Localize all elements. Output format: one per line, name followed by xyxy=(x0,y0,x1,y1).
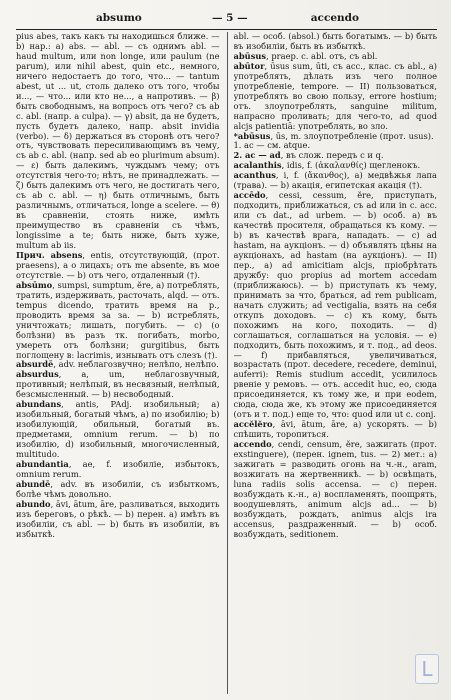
right-column xyxy=(234,32,438,694)
dictionary-entry: pius abes, такъ какъ ты находишься ближе. — b) нар.: a) abs. — abl. — съ однимъ abl. — haud multum, или non longe, или paulum (ne parum), или nihil abest, quin etc., немного, ничего недостаетъ до того, что... — tantum abest, ut ... ut, столь далеко отъ того, чтобы и..., — что... или кто не..., а напротивъ. — β) быть свободнымъ, на вопросъ отъ чего? съ ab с. abl. (напр. a culpa). — γ) absit, да не будетъ, пусть будетъ далеко, напр. absit invidia (verbo). — δ) держаться въ сторонѣ отъ чего? отъ, чувствовать пересиливающимъ въ чему, съ ab c. abl. (напр. sed ab eo plurimum absum). — ε) быть далекимъ, чуждымъ чему; отъ отсутствія чего-то; нѣтъ, не принадлежать. — ζ) быть далекимъ отъ чего, не достигать чего, съ ab c. abl. — η) быть отличнымъ, быть различнымъ, отличаться, longe a scelere. — θ) въ сравненіи, стоять ниже, имѣть преимущество въ сравненіи съ чѣмъ, longissime a te; быть ниже, быть хуже, multum ab iis. xyxy=(16,32,220,251)
running-header xyxy=(16,12,437,28)
dictionary-entry: accēdo, cessi, cessum, ĕre, приступать, подходить, приближаться, съ ad или in c. acc. или съ dat., ad urbem. — b) особ. a) въ качествѣ просителя, обращаться къ кому. — b) въ качествѣ врага, нападать. — c) ad hastam, на аукціонъ. — d) объявлять цѣны на аукціонахъ, ad hastam (на аукціонъ). — II) пер., a) ad amicitiam alcjs, пріобрѣтать дружбу: quo propius ad mortem accedam (приближаюсь). — b) приступать къ чему, принимать за что, браться, ad rem publicam, начать служить; ad vectigalia, взять на себя откупъ доходовъ. — c) къ кому, быть похожимъ на кого, походить. — d) соглашаться, соглашаться на условія. — e) подходить, быть похожимъ, и т. под., ad deos. — f) прибавляться, увеличиваться, возрастать (прот. decedere, recedere, deminui, auferri): Remis studium accedit, усилилось рвеніе у ремовъ. — отъ. accedit huc, eo, сюда присоединяется, къ тому же, и при eodem, сюда, сюда же, къ этому же присоединяется (отъ и т. под.) еще то, что: quod или ut c. conj. xyxy=(233,190,437,420)
dictionary-entry: absurdē, adv. неблагозвучно; нелѣпо, нелѣпо. xyxy=(16,359,219,370)
dictionary-entry: accendo, cendi, censum, ĕre, зажигать (прот. exstinguere), (перен. ignem, tus. — 2) мет.: a) зажигать = разводить огонь на ч.-н., aram, возжигать на жертвенникѣ. — b) освѣщать, luna radiis solis accensa. — c) перен. возбуждать к.-н., a) воспламенять, поощрять, воодушевлять, animum alcjs ad... — b) возбуждать, рождать, animus alcjs ira accensus, раздраженный. — b) особ. возбуждать, seditionem. xyxy=(233,439,437,539)
watermark-icon: L xyxy=(415,654,439,684)
dictionary-entry: abundans, antis, PAdj. изобильный; a) изобильный, богатый чѣмъ, a) по изобилію; b) изобилующій, обильный, богатый въ. предметами, omnium rerum. — b) по изобилію, d) изобильный, многочисленный, multitudo. xyxy=(16,399,220,460)
left-guide-word: absumo xyxy=(96,12,142,24)
dictionary-entry: *abūsus, ūs, m. злоупотребленіе (прот. usus). xyxy=(233,130,434,141)
header-rule xyxy=(16,29,437,30)
dictionary-entry: abūsus, praep. c. abl. отъ, съ abl. xyxy=(233,50,378,61)
dictionary-entry: absurdus, a, um, неблагозвучный, противный; нелѣпый, въ несвязный, нелѣпый, безсмысленный. — b) несвободный. xyxy=(16,369,220,400)
dictionary-entry: abūtor, ūsus sum, ūti, съ acc., клас. съ abl., a) употреблять, дѣлать изъ чего полное употребленіе, tempore. — II) пользоваться, употреблять во свою пользу, errore hostium; отъ. злоупотреблять, sanguine militum, напрасно проливать; для чего-то, ad quod alcjs patientiā: употреблять, во зло. xyxy=(233,60,437,131)
column-divider xyxy=(227,32,228,694)
dictionary-entry: accĕlĕro, āvi, ātum, āre, a) ускорять. — b) спѣшить, торопиться. xyxy=(233,419,437,440)
dictionary-entry: acalanthis, idis, f. (ἀκαλανθίς) щегленокъ. xyxy=(233,160,421,171)
dictionary-entry: absūmo, sumpsi, sumptum, ĕre, a) потреблять, тратить, издерживать, расточать, alqd. — отъ. tempus dicendo, тратить время на р., проводить время за за. — b) истреблять, уничтожать; лишать, погубить. — c) (о болѣзни) въ разъ тк. погибать, morbo, умереть отъ болѣзни; gurgitibus, быть поглощену в: lacrimis, изнывать отъ слезъ (†). xyxy=(16,279,220,360)
dictionary-entry: abundē, adv. въ изобиліи, съ избыткомъ, болѣе чѣмъ довольно. xyxy=(16,478,220,499)
right-guide-word: accendo xyxy=(310,12,359,24)
left-column xyxy=(16,32,220,694)
dictionary-entry: acanthus, i, f. (ἄκανθος), a) медвѣжья лапа (трава). — b) акація, египетская акація (†). xyxy=(233,170,437,191)
dictionary-entry: 1. ac — см. atque. xyxy=(233,140,311,151)
columns xyxy=(16,32,437,694)
page-number: — 5 — xyxy=(212,12,248,24)
dictionary-entry: Прич. absens, entis, отсутствующій, (прот. praesens), a о лицахъ; отъ me absente, въ мое отсутствіе. — b) отъ чего, отдаленный (†). xyxy=(16,249,220,280)
dictionary-entry: 2. ac — ad, въ слож. передъ c и q. xyxy=(233,150,384,161)
dictionary-entry: abundo, āvi, ātum, āre, разливаться, выходить изъ береговъ, о рѣкѣ. — b) перен. a) имѣть въ изобиліи, съ abl. — b) быть въ изобиліи, въ избыткѣ. xyxy=(16,498,220,539)
dictionary-entry: abl. — особ. (absol.) быть богатымъ. — b) быть въ изобиліи, быть въ избыткѣ. xyxy=(233,32,437,51)
dictionary-entry: abundantia, ae, f. изобиліе, избытокъ, omnium rerum. xyxy=(16,458,220,479)
